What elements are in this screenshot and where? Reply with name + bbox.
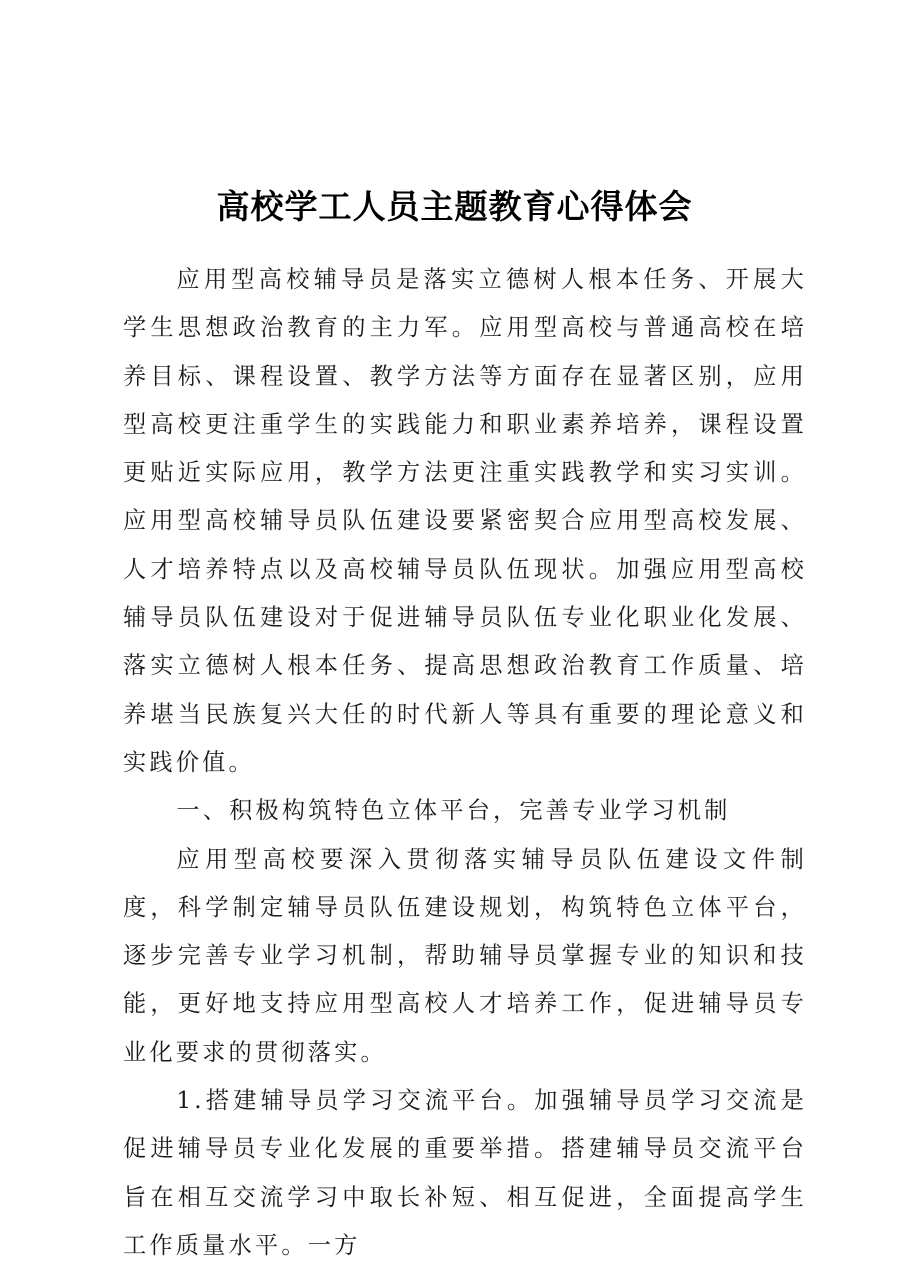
- paragraph-intro: 应用型高校辅导员是落实立德树人根本任务、开展大学生思想政治教育的主力军。应用型高校与普通高校在培养目标、课程设置、教学方法等方面存在显著区别，应用型高校更注重学生的实践能力和职业素养培养，课程设置更贴近实际应用，教学方法更注重实践教学和实习实训。应用型高校辅导员队伍建设要紧密契合应用型高校发展、人才培养特点以及高校辅导员队伍现状。加强应用型高校辅导员队伍建设对于促进辅导员队伍专业化职业化发展、落实立德树人根本任务、提高思想政治教育工作质量、培养堪当民族复兴大任的时代新人等具有重要的理论意义和实践价值。: [123, 266, 807, 776]
- paragraph-section-1: 应用型高校要深入贯彻落实辅导员队伍建设文件制度，科学制定辅导员队伍建设规划，构筑特色立体平台，逐步完善专业学习机制，帮助辅导员掌握专业的知识和技能，更好地支持应用型高校人才培养工作，促进辅导员专业化要求的贯彻落实。: [123, 845, 807, 1066]
- section-heading-1: 一、积极构筑特色立体平台，完善专业学习机制: [176, 797, 731, 825]
- document-title: 高校学工人员主题教育心得体会: [216, 187, 693, 226]
- document-body: [123, 256, 807, 1270]
- paragraph-item-1: 1.搭建辅导员学习交流平台。加强辅导员学习交流是促进辅导员专业化发展的重要举措。搭建辅导员交流平台旨在相互交流学习中取长补短、相互促进，全面提高学生工作质量水平。一方: [123, 1087, 807, 1259]
